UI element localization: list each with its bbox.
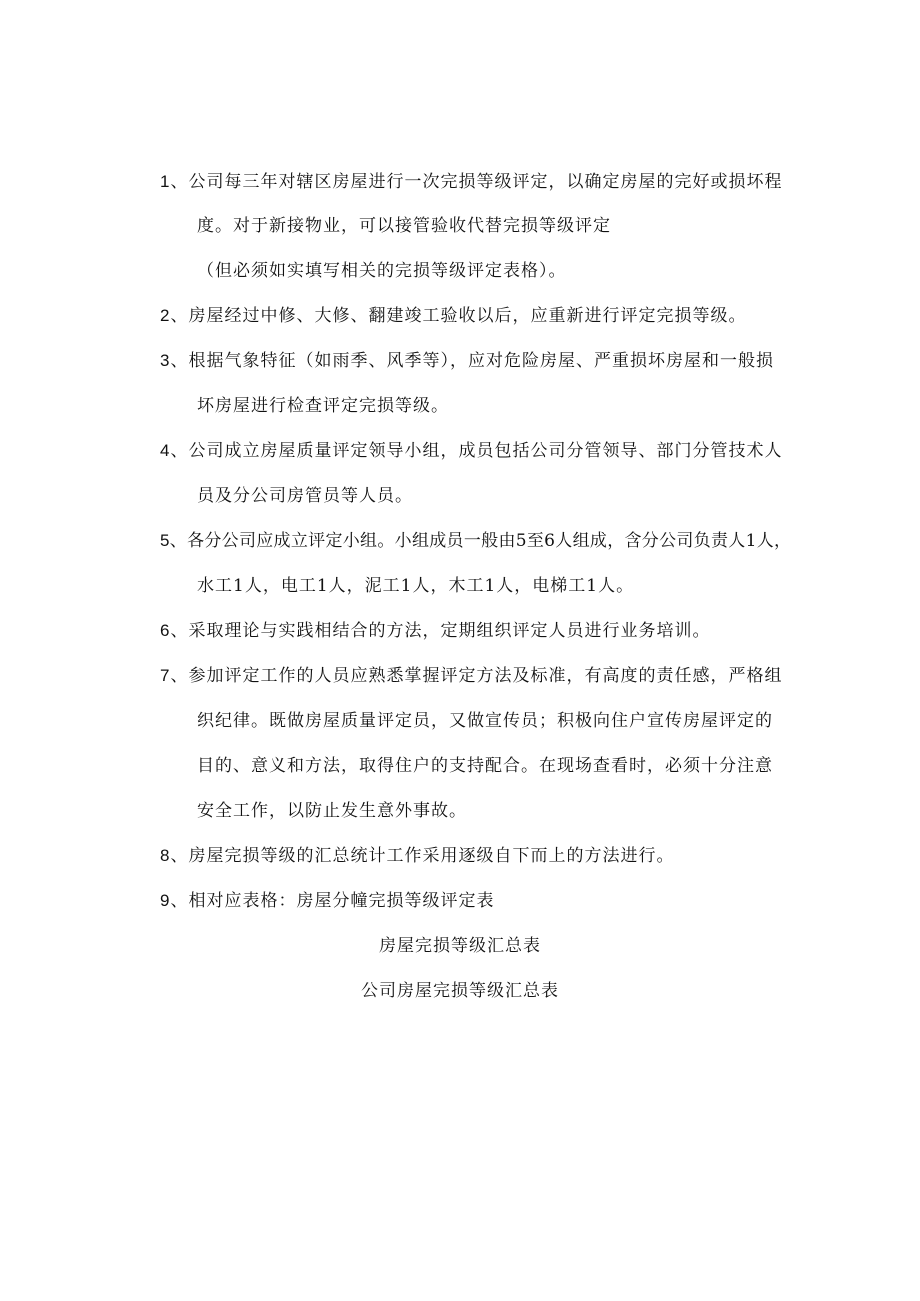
item-3-line-1 [160, 349, 774, 373]
item-number: 9、 [160, 891, 189, 910]
item-text: 相对应表格：房屋分幢完损等级评定表 [188, 891, 495, 911]
item-text: 各分公司应成立评定小组。小组成员一般由5至6人组成，含分公司负责人1人， [187, 531, 792, 551]
item-1-line-2: 度。对于新接物业，可以接管验收代替完损等级评定 [197, 216, 611, 236]
item-number: 6、 [160, 621, 189, 640]
item-3-line-2: 坏房屋进行检查评定完损等级。 [197, 396, 449, 416]
item-text: 参加评定工作的人员应熟悉掌握评定方法及标准，有高度的责任感，严格组 [188, 666, 783, 686]
item-text: 公司成立房屋质量评定领导小组，成员包括公司分管领导、部门分管技术人 [188, 441, 783, 461]
item-number: 8、 [160, 846, 189, 865]
item-number: 5、 [160, 531, 188, 550]
item-1-line-1 [160, 170, 782, 194]
item-5-line-2: 水工1人，电工1人，泥工1人，木工1人，电梯工1人。 [197, 576, 635, 596]
item-5-line-1 [160, 529, 791, 553]
item-text: 公司每三年对辖区房屋进行一次完损等级评定，以确定房屋的完好或损坏程 [188, 172, 783, 192]
item-7-line-2: 织纪律。既做房屋质量评定员，又做宣传员；积极向住户宣传房屋评定的 [197, 711, 773, 731]
item-1-line-3: （但必须如实填写相关的完损等级评定表格）。 [197, 261, 567, 281]
item-7-line-4: 安全工作，以防止发生意外事故。 [197, 801, 467, 821]
item-2-line-1 [160, 304, 746, 328]
item-number: 3、 [160, 351, 189, 370]
item-7-line-1 [160, 664, 782, 688]
item-text: 采取理论与实践相结合的方法，定期组织评定人员进行业务培训。 [188, 621, 711, 641]
table-name-company-summary: 公司房屋完损等级汇总表 [361, 981, 559, 1001]
item-7-line-3: 目的、意义和方法，取得住户的支持配合。在现场查看时，必须十分注意 [197, 756, 773, 776]
item-9-line-1 [160, 889, 494, 913]
item-4-line-1 [160, 439, 782, 463]
item-text: 根据气象特征（如雨季、风季等），应对危险房屋、严重损坏房屋和一般损 [188, 351, 774, 371]
item-6-line-1 [160, 619, 710, 643]
item-4-line-2: 员及分公司房管员等人员。 [197, 486, 413, 506]
item-number: 2、 [160, 306, 189, 325]
item-number: 4、 [160, 441, 189, 460]
item-text: 房屋经过中修、大修、翻建竣工验收以后，应重新进行评定完损等级。 [188, 306, 747, 326]
item-number: 7、 [160, 666, 189, 685]
item-text: 房屋完损等级的汇总统计工作采用逐级自下而上的方法进行。 [188, 846, 675, 866]
table-name-summary: 房屋完损等级汇总表 [379, 936, 541, 956]
item-number: 1、 [160, 172, 189, 191]
item-8-line-1 [160, 844, 674, 868]
